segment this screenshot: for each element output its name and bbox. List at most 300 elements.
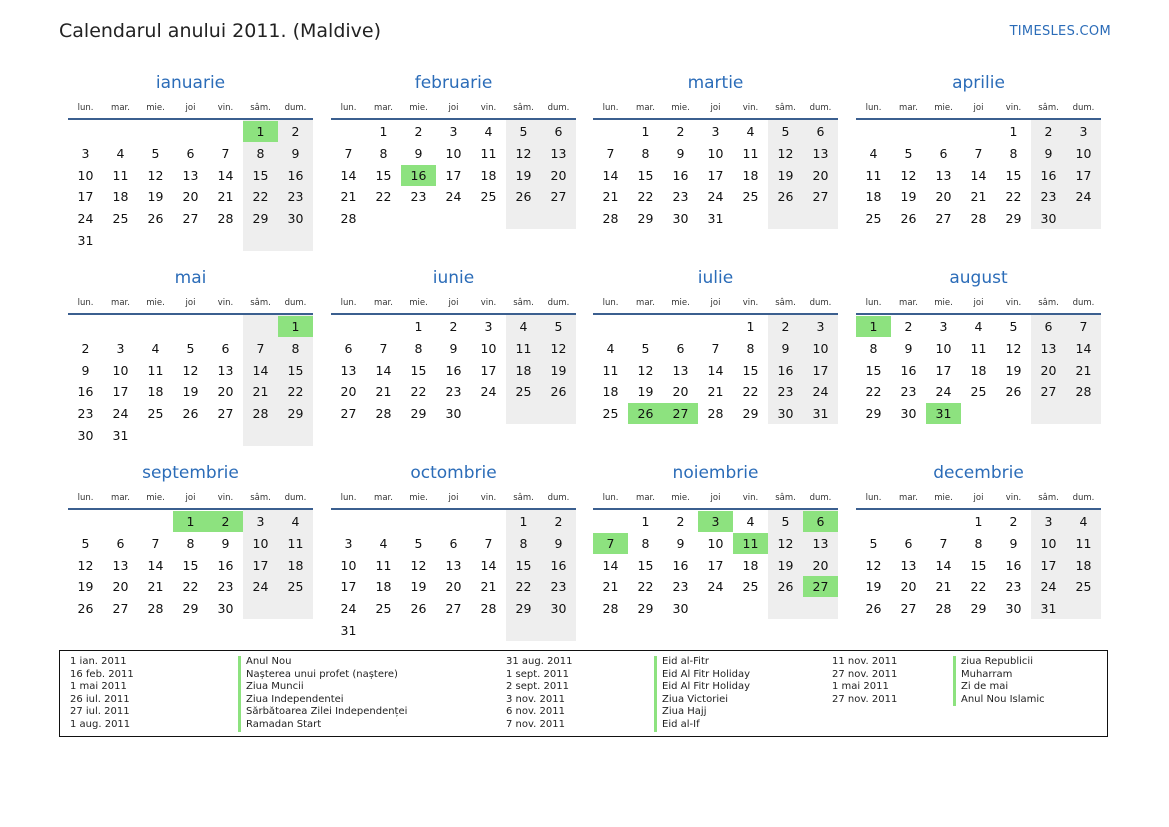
day-cell: 14 bbox=[707, 362, 724, 378]
weekday-label: mie. bbox=[146, 298, 165, 308]
weekday-label: mie. bbox=[934, 493, 953, 503]
day-cell: 4 bbox=[869, 145, 878, 161]
day-cell: 4 bbox=[606, 340, 615, 356]
legend-date-column bbox=[506, 656, 573, 732]
day-cell: 28 bbox=[970, 211, 987, 227]
day-cell: 12 bbox=[777, 145, 794, 161]
weekday-label: sâm. bbox=[1038, 298, 1059, 308]
weekday-label: mie. bbox=[671, 103, 690, 113]
day-cell: 8 bbox=[379, 145, 388, 161]
day-cell: 13 bbox=[812, 145, 829, 161]
day-cell: 2 bbox=[904, 319, 913, 334]
day-cell: 8 bbox=[291, 340, 300, 356]
day-cell: 24 bbox=[812, 384, 829, 400]
day-cell: 29 bbox=[182, 601, 199, 617]
day-cell: 17 bbox=[480, 362, 497, 378]
day-cell: 26 bbox=[147, 211, 164, 227]
day-cell: 6 bbox=[221, 340, 230, 356]
day-cell: 28 bbox=[935, 601, 952, 617]
day-cell: 11 bbox=[287, 535, 304, 551]
day-cell: 17 bbox=[1040, 557, 1057, 573]
day-cell: 17 bbox=[707, 167, 724, 183]
day-cell: 9 bbox=[676, 535, 685, 551]
day-cell: 8 bbox=[414, 340, 423, 356]
legend-holiday-name: Ziua Independentei bbox=[238, 694, 407, 707]
weekday-label: lun. bbox=[865, 103, 882, 113]
day-cell: 27 bbox=[217, 406, 234, 422]
day-cell: 22 bbox=[637, 189, 654, 205]
day-cell: 12 bbox=[1005, 340, 1022, 356]
day-cell: 13 bbox=[900, 557, 917, 573]
weekday-label: dum. bbox=[1072, 493, 1095, 503]
day-cell: 22 bbox=[515, 579, 532, 595]
weekday-label: joi bbox=[710, 103, 721, 113]
month-name: martie bbox=[687, 73, 744, 93]
days-grid bbox=[593, 120, 838, 252]
day-cell: 9 bbox=[449, 340, 458, 356]
day-cell: 13 bbox=[112, 557, 129, 573]
day-cell: 14 bbox=[480, 557, 497, 573]
weekday-label: dum. bbox=[1072, 298, 1095, 308]
legend-holiday-name: Ziua Hajj bbox=[654, 706, 750, 719]
legend-name-column bbox=[238, 656, 407, 732]
day-cell: 24 bbox=[480, 384, 497, 400]
holiday-day-cell: 7 bbox=[593, 533, 628, 554]
day-cell: 16 bbox=[287, 167, 304, 183]
day-cell: 6 bbox=[1044, 319, 1053, 334]
days-grid bbox=[856, 315, 1101, 447]
month-name: decembrie bbox=[933, 463, 1024, 483]
day-cell: 15 bbox=[375, 167, 392, 183]
day-cell: 18 bbox=[480, 167, 497, 183]
day-cell: 29 bbox=[742, 406, 759, 422]
day-cell: 15 bbox=[1005, 167, 1022, 183]
day-cell: 1 bbox=[519, 514, 528, 529]
day-cell: 5 bbox=[414, 535, 423, 551]
day-cell: 25 bbox=[480, 189, 497, 205]
day-cell: 19 bbox=[147, 189, 164, 205]
weekday-header bbox=[331, 103, 576, 115]
legend-date: 11 nov. 2011 bbox=[832, 656, 898, 667]
day-cell: 3 bbox=[449, 124, 458, 139]
day-cell: 26 bbox=[777, 579, 794, 595]
holiday-day-cell: 1 bbox=[856, 316, 891, 337]
day-cell: 13 bbox=[217, 362, 234, 378]
day-cell: 23 bbox=[777, 384, 794, 400]
day-cell: 20 bbox=[550, 167, 567, 183]
day-cell: 12 bbox=[900, 167, 917, 183]
day-cell: 26 bbox=[515, 189, 532, 205]
weekday-label: mar. bbox=[899, 298, 918, 308]
day-cell: 17 bbox=[77, 189, 94, 205]
days-grid bbox=[331, 510, 576, 642]
weekday-label: mar. bbox=[636, 298, 655, 308]
day-cell: 9 bbox=[414, 145, 423, 161]
day-cell: 29 bbox=[865, 406, 882, 422]
day-cell: 23 bbox=[550, 579, 567, 595]
day-cell: 5 bbox=[186, 340, 195, 356]
day-cell: 16 bbox=[1040, 167, 1057, 183]
day-cell: 31 bbox=[112, 428, 129, 443]
day-cell: 23 bbox=[900, 384, 917, 400]
day-cell: 29 bbox=[515, 601, 532, 617]
day-cell: 22 bbox=[252, 189, 269, 205]
day-cell: 30 bbox=[1005, 601, 1022, 617]
day-cell: 17 bbox=[252, 557, 269, 573]
day-cell: 17 bbox=[707, 557, 724, 573]
day-cell: 3 bbox=[1079, 124, 1088, 139]
day-cell: 20 bbox=[112, 579, 129, 595]
weekday-label: dum. bbox=[284, 493, 307, 503]
day-cell: 10 bbox=[935, 340, 952, 356]
weekday-header bbox=[856, 298, 1101, 310]
day-cell: 16 bbox=[77, 384, 94, 400]
weekday-label: vin. bbox=[480, 493, 497, 503]
month-name: aprilie bbox=[952, 73, 1005, 93]
day-cell: 12 bbox=[77, 557, 94, 573]
day-cell: 12 bbox=[637, 362, 654, 378]
day-cell: 28 bbox=[252, 406, 269, 422]
day-cell: 29 bbox=[252, 211, 269, 227]
day-cell: 19 bbox=[77, 579, 94, 595]
day-cell: 27 bbox=[112, 601, 129, 617]
legend-holiday-name: Muharram bbox=[953, 669, 1045, 682]
day-cell: 25 bbox=[865, 211, 882, 227]
weekday-label: mar. bbox=[636, 103, 655, 113]
day-cell: 29 bbox=[410, 406, 427, 422]
legend-date: 1 aug. 2011 bbox=[70, 718, 131, 730]
day-cell: 24 bbox=[340, 601, 357, 617]
weekday-label: joi bbox=[973, 298, 984, 308]
weekday-label: vin. bbox=[1005, 103, 1022, 113]
day-cell: 28 bbox=[602, 211, 619, 227]
weekday-label: dum. bbox=[547, 298, 570, 308]
legend-date: 16 feb. 2011 bbox=[70, 668, 134, 680]
day-cell: 19 bbox=[182, 384, 199, 400]
day-cell: 3 bbox=[484, 319, 493, 334]
legend-date: 27 iul. 2011 bbox=[70, 706, 130, 718]
day-cell: 14 bbox=[602, 557, 619, 573]
day-cell: 14 bbox=[147, 557, 164, 573]
day-cell: 26 bbox=[777, 189, 794, 205]
day-cell: 17 bbox=[1075, 167, 1092, 183]
day-cell: 3 bbox=[256, 514, 265, 529]
day-cell: 12 bbox=[777, 535, 794, 551]
weekday-label: sâm. bbox=[775, 103, 796, 113]
legend-date: 1 mai 2011 bbox=[70, 681, 127, 693]
weekday-label: lun. bbox=[77, 103, 94, 113]
day-cell: 18 bbox=[287, 557, 304, 573]
day-cell: 28 bbox=[217, 211, 234, 227]
day-cell: 25 bbox=[970, 384, 987, 400]
weekday-label: sâm. bbox=[250, 298, 271, 308]
day-cell: 23 bbox=[445, 384, 462, 400]
day-cell: 14 bbox=[970, 167, 987, 183]
legend-date: 2 sept. 2011 bbox=[506, 681, 569, 693]
holiday-day-cell: 31 bbox=[926, 403, 961, 424]
day-cell: 21 bbox=[252, 384, 269, 400]
day-cell: 12 bbox=[515, 145, 532, 161]
day-cell: 27 bbox=[1040, 384, 1057, 400]
day-cell: 17 bbox=[340, 579, 357, 595]
day-cell: 21 bbox=[707, 384, 724, 400]
weekday-label: dum. bbox=[284, 298, 307, 308]
legend-name-column bbox=[654, 656, 750, 732]
legend-holiday-name: Ziua Muncii bbox=[238, 681, 407, 694]
holiday-day-cell: 11 bbox=[733, 533, 768, 554]
day-cell: 26 bbox=[865, 601, 882, 617]
days-grid bbox=[593, 510, 838, 642]
day-cell: 31 bbox=[1040, 601, 1057, 617]
day-cell: 23 bbox=[672, 579, 689, 595]
day-cell: 16 bbox=[1005, 557, 1022, 573]
weekday-label: lun. bbox=[77, 298, 94, 308]
legend-date: 26 iul. 2011 bbox=[70, 693, 130, 705]
day-cell: 12 bbox=[410, 557, 427, 573]
day-cell: 9 bbox=[291, 145, 300, 161]
day-cell: 6 bbox=[344, 340, 353, 356]
weekday-label: mie. bbox=[934, 298, 953, 308]
day-cell: 23 bbox=[77, 406, 94, 422]
day-cell: 26 bbox=[410, 601, 427, 617]
weekday-header bbox=[856, 493, 1101, 505]
weekday-label: mar. bbox=[899, 103, 918, 113]
day-cell: 25 bbox=[742, 579, 759, 595]
day-cell: 10 bbox=[707, 535, 724, 551]
page-title: Calendarul anului 2011. (Maldive) bbox=[59, 20, 382, 42]
weekday-label: joi bbox=[448, 298, 459, 308]
day-cell: 20 bbox=[445, 579, 462, 595]
day-cell: 16 bbox=[550, 557, 567, 573]
day-cell: 21 bbox=[480, 579, 497, 595]
day-cell: 31 bbox=[77, 233, 94, 248]
day-cell: 13 bbox=[182, 167, 199, 183]
month-name: februarie bbox=[414, 73, 493, 93]
weekday-label: lun. bbox=[602, 103, 619, 113]
day-cell: 27 bbox=[182, 211, 199, 227]
legend-date: 6 nov. 2011 bbox=[506, 706, 565, 718]
day-cell: 23 bbox=[1005, 579, 1022, 595]
day-cell: 21 bbox=[1075, 362, 1092, 378]
day-cell: 8 bbox=[974, 535, 983, 551]
day-cell: 18 bbox=[970, 362, 987, 378]
day-cell: 24 bbox=[77, 211, 94, 227]
day-cell: 7 bbox=[606, 145, 615, 161]
day-cell: 21 bbox=[217, 189, 234, 205]
day-cell: 30 bbox=[672, 211, 689, 227]
day-cell: 20 bbox=[900, 579, 917, 595]
day-cell: 18 bbox=[375, 579, 392, 595]
weekday-label: joi bbox=[710, 493, 721, 503]
day-cell: 11 bbox=[1075, 535, 1092, 551]
day-cell: 19 bbox=[515, 167, 532, 183]
legend-holiday-name: Ramadan Start bbox=[238, 719, 407, 732]
day-cell: 24 bbox=[445, 189, 462, 205]
day-cell: 25 bbox=[515, 384, 532, 400]
weekday-label: mar. bbox=[374, 103, 393, 113]
weekday-label: dum. bbox=[1072, 103, 1095, 113]
weekday-header bbox=[68, 493, 313, 505]
weekday-label: lun. bbox=[340, 298, 357, 308]
weekday-header bbox=[593, 493, 838, 505]
month-name: iulie bbox=[697, 268, 734, 288]
day-cell: 30 bbox=[217, 601, 234, 617]
day-cell: 20 bbox=[217, 384, 234, 400]
weekday-header bbox=[68, 103, 313, 115]
month-name: ianuarie bbox=[155, 73, 226, 93]
day-cell: 2 bbox=[1044, 124, 1053, 139]
day-cell: 27 bbox=[340, 406, 357, 422]
day-cell: 13 bbox=[445, 557, 462, 573]
day-cell: 2 bbox=[676, 514, 685, 529]
holiday-legend bbox=[59, 650, 1108, 737]
day-cell: 4 bbox=[1079, 514, 1088, 529]
day-cell: 19 bbox=[777, 557, 794, 573]
weekday-header bbox=[593, 103, 838, 115]
day-cell: 19 bbox=[900, 189, 917, 205]
day-cell: 23 bbox=[217, 579, 234, 595]
weekday-label: sâm. bbox=[775, 493, 796, 503]
legend-holiday-name: Eid Al Fitr Holiday bbox=[654, 681, 750, 694]
weekday-label: lun. bbox=[865, 493, 882, 503]
day-cell: 21 bbox=[602, 579, 619, 595]
day-cell: 3 bbox=[1044, 514, 1053, 529]
holiday-day-cell: 1 bbox=[243, 121, 278, 142]
day-cell: 17 bbox=[445, 167, 462, 183]
day-cell: 7 bbox=[344, 145, 353, 161]
days-grid bbox=[68, 315, 313, 447]
weekday-label: joi bbox=[185, 493, 196, 503]
legend-holiday-name: Anul Nou bbox=[238, 656, 407, 669]
day-cell: 24 bbox=[1040, 579, 1057, 595]
legend-date: 3 nov. 2011 bbox=[506, 693, 565, 705]
weekday-label: vin. bbox=[217, 298, 234, 308]
legend-holiday-name: Eid al-If bbox=[654, 719, 750, 732]
day-cell: 6 bbox=[186, 145, 195, 161]
weekday-label: sâm. bbox=[775, 298, 796, 308]
day-cell: 25 bbox=[602, 406, 619, 422]
day-cell: 9 bbox=[81, 362, 90, 378]
weekday-label: vin. bbox=[742, 103, 759, 113]
holiday-day-cell: 2 bbox=[208, 511, 243, 532]
weekday-label: lun. bbox=[340, 103, 357, 113]
day-cell: 3 bbox=[711, 124, 720, 139]
day-cell: 9 bbox=[1009, 535, 1018, 551]
days-grid bbox=[593, 315, 838, 447]
day-cell: 7 bbox=[484, 535, 493, 551]
day-cell: 5 bbox=[81, 535, 90, 551]
legend-holiday-name: Nașterea unui profet (naștere) bbox=[238, 669, 407, 682]
weekday-label: mie. bbox=[146, 103, 165, 113]
weekday-label: mar. bbox=[111, 493, 130, 503]
day-cell: 6 bbox=[816, 124, 825, 139]
day-cell: 7 bbox=[256, 340, 265, 356]
day-cell: 20 bbox=[812, 167, 829, 183]
day-cell: 15 bbox=[637, 557, 654, 573]
day-cell: 17 bbox=[112, 384, 129, 400]
day-cell: 10 bbox=[112, 362, 129, 378]
day-cell: 15 bbox=[637, 167, 654, 183]
day-cell: 4 bbox=[746, 124, 755, 139]
day-cell: 12 bbox=[865, 557, 882, 573]
day-cell: 12 bbox=[550, 340, 567, 356]
days-grid bbox=[856, 510, 1101, 642]
day-cell: 30 bbox=[550, 601, 567, 617]
day-cell: 10 bbox=[1040, 535, 1057, 551]
weekday-label: sâm. bbox=[513, 493, 534, 503]
day-cell: 22 bbox=[287, 384, 304, 400]
day-cell: 4 bbox=[974, 319, 983, 334]
day-cell: 5 bbox=[151, 145, 160, 161]
day-cell: 6 bbox=[904, 535, 913, 551]
legend-date-column bbox=[70, 656, 134, 732]
site-brand-link[interactable]: TIMESLES.COM bbox=[1009, 24, 1111, 39]
day-cell: 8 bbox=[519, 535, 528, 551]
weekday-label: joi bbox=[185, 103, 196, 113]
day-cell: 27 bbox=[550, 189, 567, 205]
day-cell: 6 bbox=[939, 145, 948, 161]
day-cell: 23 bbox=[672, 189, 689, 205]
day-cell: 21 bbox=[375, 384, 392, 400]
day-cell: 27 bbox=[935, 211, 952, 227]
day-cell: 28 bbox=[375, 406, 392, 422]
day-cell: 24 bbox=[935, 384, 952, 400]
days-grid bbox=[68, 120, 313, 252]
day-cell: 28 bbox=[1075, 384, 1092, 400]
day-cell: 23 bbox=[1040, 189, 1057, 205]
day-cell: 13 bbox=[340, 362, 357, 378]
day-cell: 20 bbox=[935, 189, 952, 205]
day-cell: 19 bbox=[777, 167, 794, 183]
day-cell: 30 bbox=[672, 601, 689, 617]
day-cell: 9 bbox=[904, 340, 913, 356]
holiday-day-cell: 1 bbox=[278, 316, 313, 337]
day-cell: 18 bbox=[147, 384, 164, 400]
day-cell: 15 bbox=[182, 557, 199, 573]
day-cell: 30 bbox=[287, 211, 304, 227]
day-cell: 6 bbox=[116, 535, 125, 551]
day-cell: 3 bbox=[816, 319, 825, 334]
day-cell: 4 bbox=[379, 535, 388, 551]
day-cell: 18 bbox=[742, 557, 759, 573]
month-name: septembrie bbox=[142, 463, 239, 483]
day-cell: 6 bbox=[676, 340, 685, 356]
day-cell: 25 bbox=[375, 601, 392, 617]
day-cell: 14 bbox=[252, 362, 269, 378]
day-cell: 3 bbox=[939, 319, 948, 334]
day-cell: 4 bbox=[151, 340, 160, 356]
month-name: iunie bbox=[432, 268, 475, 288]
weekday-label: mie. bbox=[409, 493, 428, 503]
day-cell: 18 bbox=[1075, 557, 1092, 573]
day-cell: 2 bbox=[554, 514, 563, 529]
day-cell: 5 bbox=[641, 340, 650, 356]
day-cell: 25 bbox=[1075, 579, 1092, 595]
day-cell: 19 bbox=[1005, 362, 1022, 378]
day-cell: 5 bbox=[869, 535, 878, 551]
day-cell: 7 bbox=[379, 340, 388, 356]
day-cell: 15 bbox=[865, 362, 882, 378]
day-cell: 28 bbox=[147, 601, 164, 617]
day-cell: 8 bbox=[256, 145, 265, 161]
day-cell: 22 bbox=[375, 189, 392, 205]
weekday-label: sâm. bbox=[1038, 493, 1059, 503]
weekday-label: joi bbox=[973, 493, 984, 503]
day-cell: 8 bbox=[746, 340, 755, 356]
day-cell: 19 bbox=[410, 579, 427, 595]
weekday-label: dum. bbox=[809, 493, 832, 503]
day-cell: 20 bbox=[182, 189, 199, 205]
